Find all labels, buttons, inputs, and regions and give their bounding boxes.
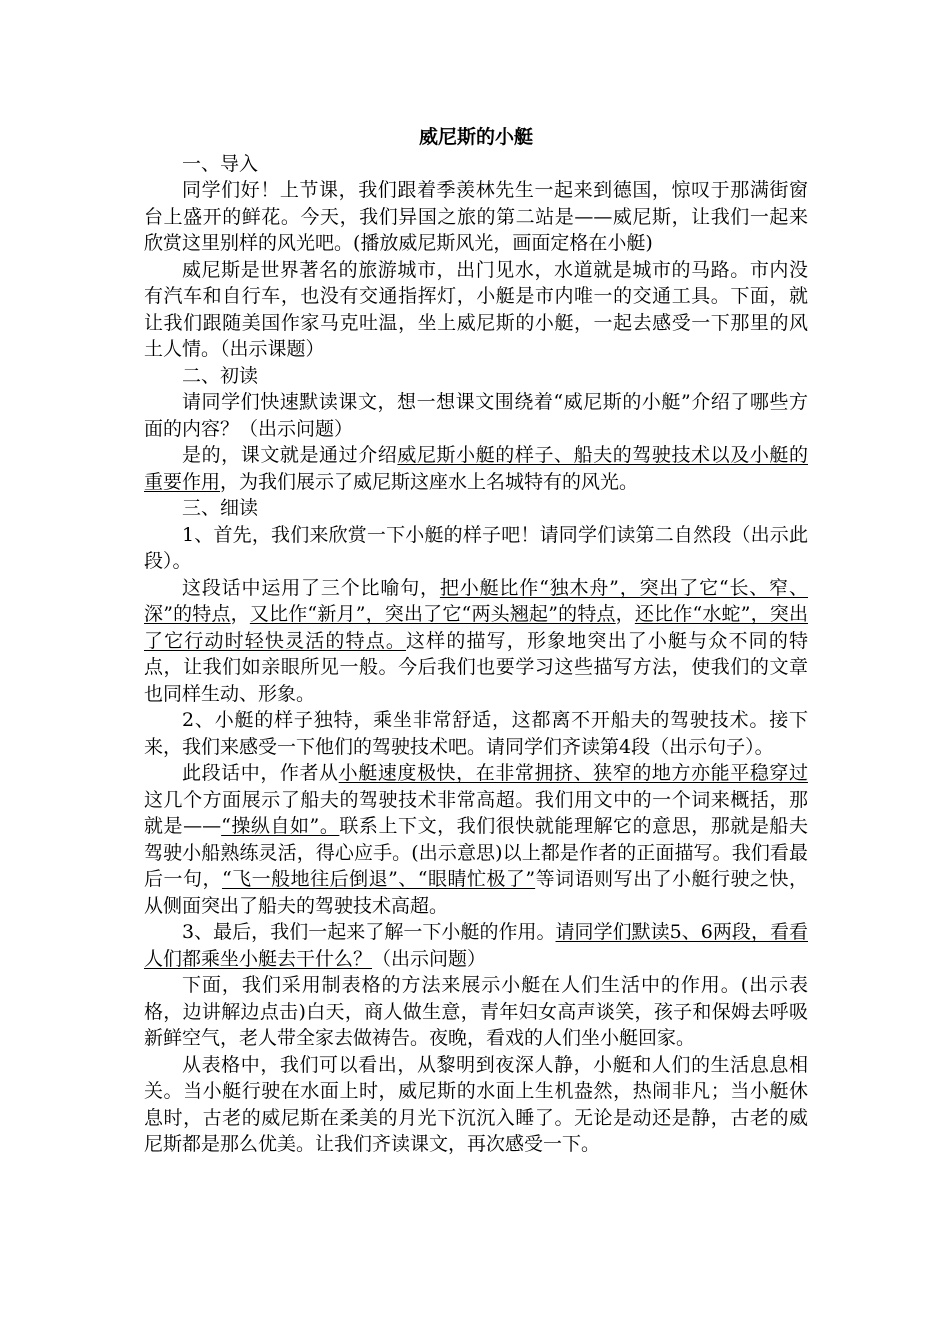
text-run: ， xyxy=(615,603,635,625)
underlined-text: “操纵自如”。 xyxy=(221,815,340,837)
paragraph: 2、小艇的样子独特，乘坐非常舒适，这都离不开船夫的驾驶技术。接下来，我们来感受一下他们的驾驶技术吧。请同学们齐读第4段（出示句子）。 xyxy=(144,709,808,758)
text-run: 这段话中运用了三个比喻句， xyxy=(182,576,440,599)
underlined-text: “飞一般地往后倒退”、“眼睛忙极了” xyxy=(221,868,536,890)
document-title: 威尼斯的小艇 xyxy=(418,126,533,148)
section-heading-first-reading: 二、初读 xyxy=(182,364,259,387)
paragraph: 威尼斯是世界著名的旅游城市，出门见水，水道就是城市的马路。市内没有汽车和自行车，也没有交通指挥灯，小艇是市内唯一的交通工具。下面，就让我们跟随美国作家马克吐温，坐上威尼斯的小艇，一起去感受一下那里的风土人情。（出示课题） xyxy=(144,258,808,360)
section-heading-close-reading: 三、细读 xyxy=(182,497,259,519)
paragraph xyxy=(144,442,808,495)
text-run: （出示问题） xyxy=(372,947,487,970)
underlined-text: 请同学们默读5、6两段，看看人们都乘坐小艇去干什么？ xyxy=(144,921,808,970)
document-page xyxy=(144,124,808,1158)
paragraph xyxy=(144,919,808,972)
paragraph xyxy=(144,575,808,708)
paragraph: 1、首先，我们来欣赏一下小艇的样子吧！请同学们读第二自然段（出示此段）。 xyxy=(144,523,808,572)
paragraph: 从表格中，我们可以看出，从黎明到夜深人静，小艇和人们的生活息息相关。当小艇行驶在水面上时，威尼斯的水面上生机盎然，热闹非凡；当小艇休息时，古老的威尼斯在柔美的月光下沉沉入睡了。无论是动还是静，古老的威尼斯都是那么优美。让我们齐读课文，再次感受一下。 xyxy=(144,1053,808,1155)
text-run: 3、最后，我们一起来了解一下小艇的作用。 xyxy=(182,921,556,943)
paragraph xyxy=(144,760,808,919)
text-run: ， xyxy=(230,603,250,625)
underlined-text: 把小艇比作“独木舟”，突出了它“长、窄、深”的特点 xyxy=(144,576,808,625)
underlined-text: 还比作“水蛇”，突出了它行动时轻快灵活的特点。 xyxy=(144,603,808,652)
text-run: ，为我们展示了威尼斯这座水上名城特有的风光。 xyxy=(220,470,639,493)
text-run: 这样的描写，形象地突出了小艇与众不同的特点，让我们如亲眼所见一般。今后我们也要学习这些描写方法，使我们的文章也同样生动、形象。 xyxy=(144,629,808,705)
text-run: 联系上下文，我们很快就能理解它的意思，那就是船夫驾驶小船熟练灵活，得心应手。(出示意思)以上都是作者的正面描写。我们看最后一句， xyxy=(144,815,808,890)
text-run: 等词语则写出了小艇行驶之快，从侧面突出了船夫的驾驶技术高超。 xyxy=(144,868,808,917)
paragraph: 下面，我们采用制表格的方法来展示小艇在人们生活中的作用。(出示表格，边讲解边点击)白天，商人做生意，青年妇女高声谈笑，孩子和保姆去呼吸新鲜空气，老人带全家去做祷告。夜晚，看戏的人们坐小艇回家。 xyxy=(144,974,808,1049)
text-run: 这几个方面展示了船夫的驾驶技术非常高超。我们用文中的一个词来概括，那就是—— xyxy=(144,788,808,837)
paragraph: 同学们好！上节课，我们跟着季羡林先生一起来到德国，惊叹于那满街窗台上盛开的鲜花。今天，我们异国之旅的第二站是——威尼斯，让我们一起来欣赏这里别样的风光吧。(播放威尼斯风光，画面定格在小艇) xyxy=(144,179,808,254)
underlined-text: 威尼斯小艇的样子、船夫的驾驶技术以及小艇的重要作用 xyxy=(144,444,808,493)
underlined-text: 又比作“新月”，突出了它“两头翘起”的特点 xyxy=(249,603,616,625)
underlined-text: 小艇速度极快，在非常拥挤、狭窄的地方亦能平稳穿过 xyxy=(338,762,808,784)
text-run: 是的，课文就是通过介绍 xyxy=(182,444,398,466)
text-run: 此段话中，作者从 xyxy=(182,762,339,784)
paragraph: 请同学们快速默读课文，想一想课文围绕着“威尼斯的小艇”介绍了哪些方面的内容？（出示问题） xyxy=(144,391,808,440)
section-heading-intro: 一、导入 xyxy=(182,152,259,175)
